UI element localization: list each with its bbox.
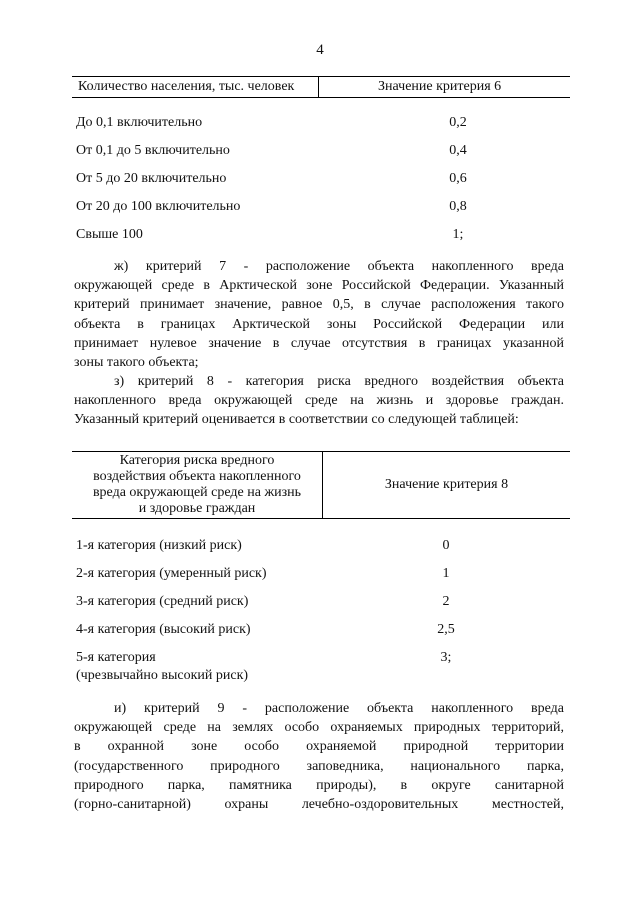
row-label: Свыше 100 bbox=[76, 227, 143, 242]
table-header-population: Количество населения, тыс. человек bbox=[78, 79, 295, 94]
row-label: От 0,1 до 5 включительно bbox=[76, 143, 230, 158]
paragraph-line: (горно-санитарной) охраны лечебно-оздоровительных местностей, bbox=[74, 797, 564, 813]
table-header-rule bbox=[72, 518, 570, 519]
table-header-criterion-6: Значение критерия 6 bbox=[378, 79, 502, 94]
table-column-separator bbox=[318, 77, 319, 97]
table-header-risk-category bbox=[72, 453, 322, 517]
row-label: 1-я категория (низкий риск) bbox=[76, 538, 242, 553]
row-value: 2,5 bbox=[437, 622, 455, 637]
row-value: 1 bbox=[442, 566, 450, 581]
row-label-continuation: (чрезвычайно высокий риск) bbox=[76, 668, 249, 683]
table-top-rule bbox=[72, 451, 570, 452]
table-header-rule bbox=[72, 97, 570, 98]
row-value: 0,4 bbox=[449, 143, 467, 158]
row-value: 0,8 bbox=[449, 199, 467, 214]
table-top-rule bbox=[72, 76, 570, 77]
paragraph-line: зоны такого объекта; bbox=[74, 355, 199, 371]
paragraph-criterion-7 bbox=[74, 257, 564, 372]
paragraph-line: накопленного вреда окружающей среде на жизнь и здоровье граждан. bbox=[74, 393, 564, 409]
table-row bbox=[76, 649, 570, 687]
row-value: 0 bbox=[442, 538, 450, 553]
row-label: 5-я категория bbox=[76, 650, 156, 665]
paragraph-line: (государственного природного заповедника, национального парка, bbox=[74, 758, 564, 774]
paragraph-line: природного парка, памятника природы), в округе санитарной bbox=[74, 777, 564, 793]
row-label: От 5 до 20 включительно bbox=[76, 171, 227, 186]
row-label: 4-я категория (высокий риск) bbox=[76, 622, 251, 637]
paragraph-line: критерий принимает значение, равное 0,5, в случае расположения такого bbox=[74, 297, 564, 313]
paragraph-line: окружающей среде в Арктической зоне Российской Федерации. Указанный bbox=[74, 278, 564, 294]
row-label: 3-я категория (средний риск) bbox=[76, 594, 249, 609]
paragraph-line: ж) критерий 7 - расположение объекта накопленного вреда bbox=[114, 259, 564, 274]
paragraph-line: и) критерий 9 - расположение объекта накопленного вреда bbox=[114, 701, 564, 716]
paragraph-line: в охранной зоне особо охраняемой природной территории bbox=[74, 739, 564, 755]
row-value: 0,6 bbox=[449, 171, 467, 186]
row-value: 0,2 bbox=[449, 115, 467, 130]
header-line: вреда окружающей среде на жизнь bbox=[92, 485, 302, 500]
paragraph-line: окружающей среде на землях особо охраняемых природных территорий, bbox=[74, 720, 564, 736]
paragraph-line: принимает нулевое значение в случае отсутствия в границах указанной bbox=[74, 335, 564, 351]
row-value: 3; bbox=[440, 650, 452, 665]
table-header-criterion-8: Значение критерия 8 bbox=[384, 477, 509, 492]
paragraph-criterion-9 bbox=[74, 699, 564, 814]
table-criterion-8-header bbox=[72, 451, 570, 519]
page-number: 4 bbox=[316, 42, 324, 58]
header-line: воздействия объекта накопленного bbox=[93, 469, 301, 484]
paragraph-line: объекта в границах Арктической зоны Российской Федерации или bbox=[74, 316, 564, 332]
paragraph-line: Указанный критерий оценивается в соответствии со следующей таблицей: bbox=[74, 412, 519, 428]
header-line: Категория риска вредного bbox=[119, 453, 275, 468]
row-value: 2 bbox=[442, 594, 450, 609]
paragraph-line: з) критерий 8 - категория риска вредного воздействия объекта bbox=[114, 374, 564, 389]
header-line: и здоровье граждан bbox=[138, 501, 256, 516]
paragraph-criterion-8 bbox=[74, 372, 564, 430]
row-label: От 20 до 100 включительно bbox=[76, 199, 241, 214]
row-label: До 0,1 включительно bbox=[76, 115, 203, 130]
row-value: 1; bbox=[452, 227, 464, 242]
row-label: 2-я категория (умеренный риск) bbox=[76, 566, 267, 581]
